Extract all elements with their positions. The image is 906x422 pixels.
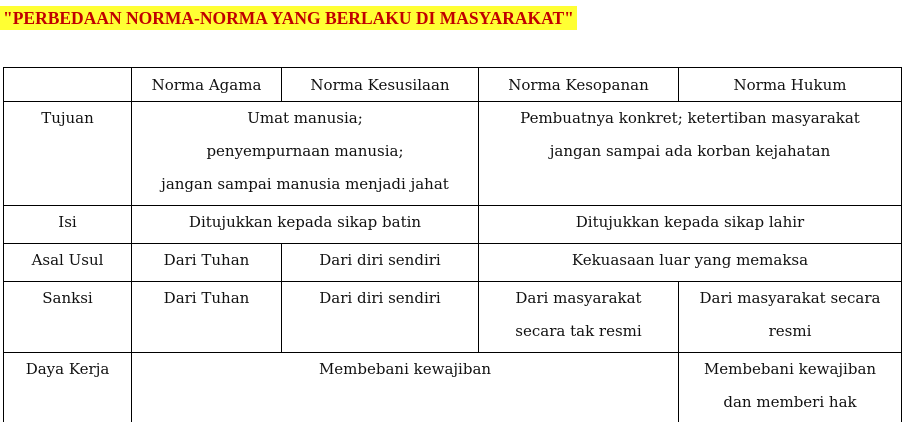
cell-text-line: jangan sampai manusia menjadi jahat (161, 175, 449, 193)
cell-text-line: Dari diri sendiri (319, 251, 441, 269)
cell-text-line: resmi (768, 322, 812, 340)
cell-text-line: Dari masyarakat (515, 289, 642, 307)
cell-sanksi-kesusilaan (282, 282, 479, 353)
row-label-asal-usul (4, 244, 132, 282)
cell-text-line: Ditujukkan kepada sikap batin (188, 213, 422, 231)
row-label-isi (4, 206, 132, 244)
cell-daya-kerja-hukum (679, 353, 902, 422)
table-row-daya-kerja (4, 353, 902, 422)
table-row-sanksi (4, 282, 902, 353)
row-label-sanksi-text: Sanksi (42, 289, 93, 307)
cell-asal-usul-kesopanan-hukum (479, 244, 902, 282)
cell-sanksi-agama (132, 282, 282, 353)
row-label-tujuan-text: Tujuan (41, 109, 94, 127)
row-label-tujuan (4, 102, 132, 206)
row-label-daya-kerja (4, 353, 132, 422)
cell-text-line: Membebani kewajiban (703, 360, 877, 378)
cell-text-line: Pembuatnya konkret; ketertiban masyarakat (520, 109, 860, 127)
header-norma-kesopanan: Norma Kesopanan (479, 68, 679, 102)
row-label-asal-usul-text: Asal Usul (31, 251, 104, 269)
header-norma-agama: Norma Agama (132, 68, 282, 102)
cell-daya-kerja-agama-kesusilaan-kesopanan (132, 353, 679, 422)
cell-text-line: Dari diri sendiri (319, 289, 441, 307)
header-norma-hukum: Norma Hukum (679, 68, 902, 102)
cell-tujuan-kesopanan-hukum (479, 102, 902, 206)
cell-text-line: dan memberi hak (723, 393, 857, 411)
cell-text-line: Umat manusia; (247, 109, 363, 127)
cell-sanksi-hukum (679, 282, 902, 353)
cell-isi-agama-kesusilaan (132, 206, 479, 244)
cell-text-line: Membebani kewajiban (318, 360, 492, 378)
table-row-asal-usul (4, 244, 902, 282)
cell-text-line: jangan sampai ada korban kejahatan (549, 142, 831, 160)
row-label-isi-text: Isi (58, 213, 77, 231)
row-label-daya-kerja-text: Daya Kerja (25, 360, 110, 378)
cell-tujuan-agama-kesusilaan (132, 102, 479, 206)
cell-text-line: Kekuasaan luar yang memaksa (571, 251, 809, 269)
cell-text-line: secara tak resmi (515, 322, 642, 340)
cell-isi-kesopanan-hukum (479, 206, 902, 244)
cell-asal-usul-agama (132, 244, 282, 282)
row-label-sanksi (4, 282, 132, 353)
table-row-isi (4, 206, 902, 244)
cell-text-line: Dari masyarakat secara (699, 289, 881, 307)
cell-text-line: Dari Tuhan (163, 289, 250, 307)
cell-asal-usul-kesusilaan (282, 244, 479, 282)
table-header-row (4, 68, 902, 102)
header-norma-kesusilaan: Norma Kesusilaan (282, 68, 479, 102)
document-title: "PERBEDAAN NORMA-NORMA YANG BERLAKU DI MASYARAKAT" (0, 6, 577, 30)
norm-comparison-table (3, 67, 902, 422)
cell-text-line: Ditujukkan kepada sikap lahir (575, 213, 805, 231)
header-empty-cell (4, 68, 132, 102)
table-row-tujuan (4, 102, 902, 206)
cell-text-line: Dari Tuhan (163, 251, 250, 269)
cell-text-line: penyempurnaan manusia; (206, 142, 404, 160)
cell-sanksi-kesopanan (479, 282, 679, 353)
